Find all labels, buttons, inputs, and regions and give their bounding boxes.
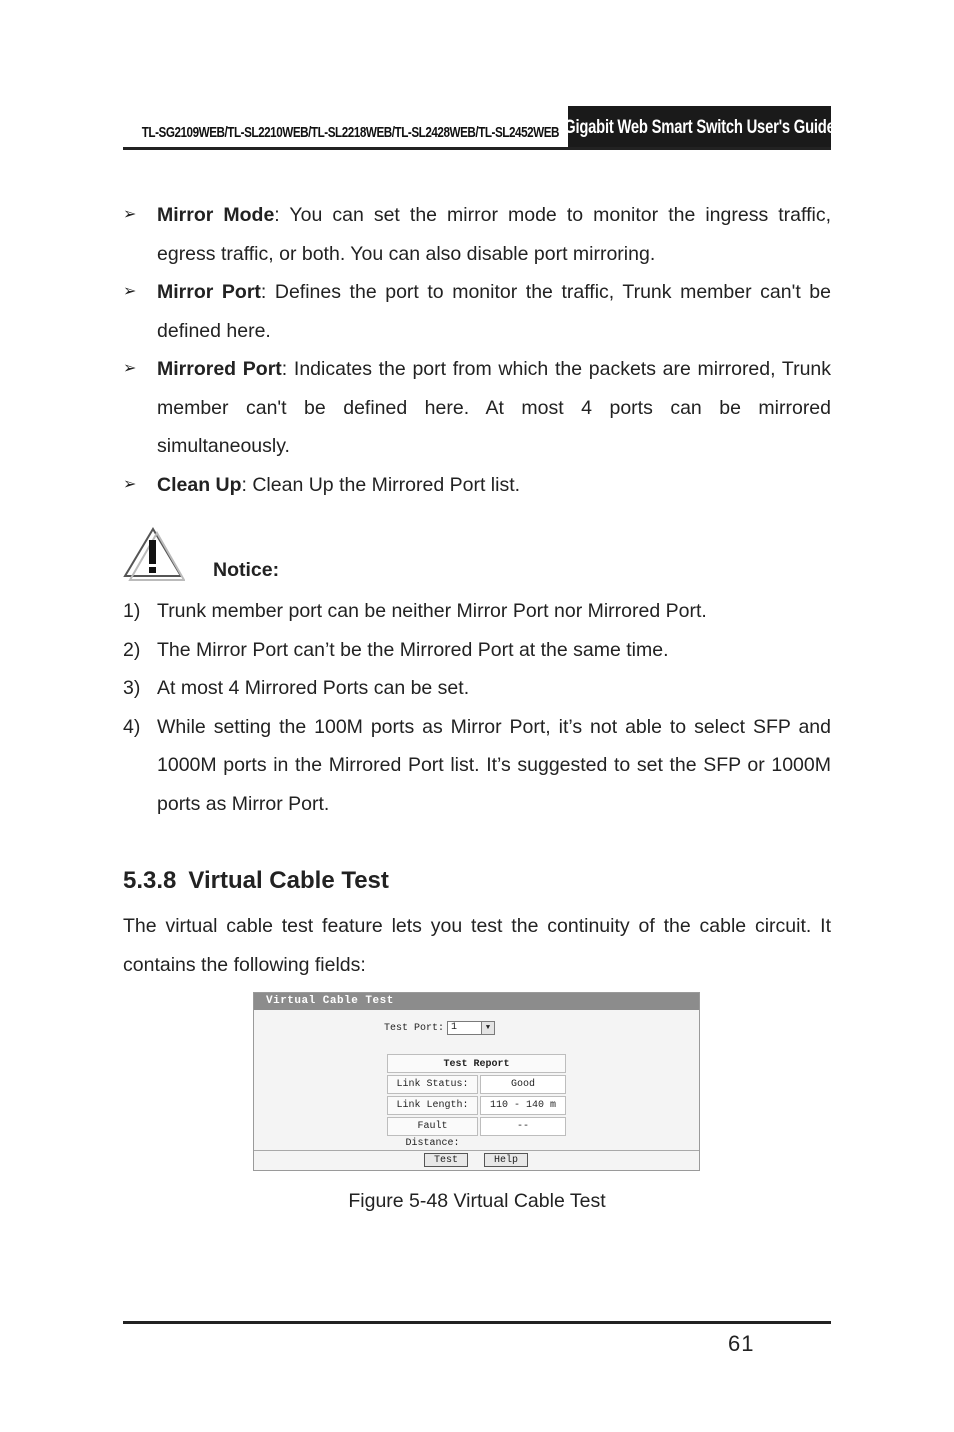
bullet-mirror-port — [123, 273, 831, 350]
item-number: 3) — [123, 677, 141, 699]
section-title: Virtual Cable Test — [188, 867, 389, 894]
arrow-bullet-icon: ➢ — [123, 206, 137, 223]
arrow-bullet-icon: ➢ — [123, 360, 137, 377]
test-port-value: 1 — [451, 1022, 458, 1033]
figure-caption: Figure 5-48 Virtual Cable Test — [348, 1190, 606, 1212]
test-port-label: Test Port: — [384, 1022, 445, 1034]
row-label: Link Length: — [387, 1096, 478, 1115]
section-intro: The virtual cable test feature lets you test the continuity of the cable circuit. It contains the following fields: — [123, 915, 831, 976]
table-row — [387, 1096, 566, 1115]
header-guide-title: Gigabit Web Smart Switch User's Guide — [568, 106, 831, 150]
table-row — [387, 1117, 566, 1149]
bullet-text: : Indicates the port from which the packets are mirrored, Trunk member can't be defined here. At most 4 ports can be mirrored simultaneously. — [157, 358, 832, 457]
virtual-cable-test-panel — [253, 992, 700, 1171]
row-value: Good — [480, 1075, 566, 1094]
notice-block — [123, 522, 831, 592]
notice-label: Notice: — [213, 559, 280, 581]
test-button[interactable]: Test — [424, 1153, 468, 1167]
arrow-bullet-icon: ➢ — [123, 283, 137, 300]
header-model-list: TL-SG2109WEB/TL-SL2210WEB/TL-SL2218WEB/TL-SL2428WEB/TL-SL2452WEB — [141, 124, 559, 141]
bullet-text: : Defines the port to monitor the traffic, Trunk member can't be defined here. — [157, 281, 831, 342]
notice-item — [123, 592, 831, 631]
item-text: Trunk member port can be neither Mirror Port nor Mirrored Port. — [157, 600, 707, 622]
item-text: At most 4 Mirrored Ports can be set. — [157, 677, 470, 699]
bullet-mirrored-port — [123, 350, 831, 466]
page-number: 61 — [728, 1331, 755, 1356]
item-text: While setting the 100M ports as Mirror Port, it’s not able to select SFP and 1000M ports in the Mirrored Port list. It’s suggested to set the SFP or 1000M ports as Mirror Port. — [157, 715, 831, 815]
panel-divider — [254, 1150, 699, 1151]
row-value: 110 - 140 m — [480, 1096, 566, 1115]
page-header — [123, 106, 835, 150]
test-report-table — [387, 1054, 566, 1149]
footer-rule — [123, 1321, 831, 1324]
item-number: 2) — [123, 638, 141, 661]
bullet-term: Mirror Port — [157, 281, 261, 303]
bullet-clean-up — [123, 466, 831, 505]
item-number: 1) — [123, 600, 141, 622]
chevron-down-icon[interactable]: ▼ — [481, 1022, 494, 1034]
arrow-bullet-icon: ➢ — [123, 475, 137, 493]
test-port-select[interactable] — [447, 1021, 495, 1035]
bullet-mirror-mode — [123, 196, 831, 273]
row-label: Fault Distance: — [387, 1117, 478, 1136]
test-port-row — [384, 1021, 495, 1035]
panel-buttons — [424, 1153, 544, 1167]
bullet-term: Mirrored Port — [157, 358, 282, 380]
item-number: 4) — [123, 715, 141, 738]
section-heading — [123, 861, 831, 901]
bullet-text: : Clean Up the Mirrored Port list. — [241, 473, 521, 496]
panel-title: Virtual Cable Test — [254, 993, 699, 1010]
test-report-header: Test Report — [387, 1054, 566, 1073]
table-row — [387, 1075, 566, 1094]
bullet-term: Clean Up — [157, 473, 242, 496]
row-label: Link Status: — [387, 1075, 478, 1094]
row-value: -- — [480, 1117, 566, 1136]
warning-icon — [123, 526, 185, 582]
page-content — [123, 196, 831, 984]
notice-item — [123, 708, 831, 824]
bullet-term: Mirror Mode — [157, 204, 275, 226]
help-button[interactable]: Help — [484, 1153, 528, 1167]
section-number: 5.3.8 — [123, 867, 177, 894]
notice-item — [123, 631, 831, 670]
bullet-text: : You can set the mirror mode to monitor the ingress traffic, egress traffic, or both. You can also disable port mirroring. — [157, 204, 831, 265]
item-text: The Mirror Port can’t be the Mirrored Port at the same time. — [157, 638, 669, 661]
notice-item — [123, 669, 831, 708]
header-rule — [123, 147, 831, 150]
